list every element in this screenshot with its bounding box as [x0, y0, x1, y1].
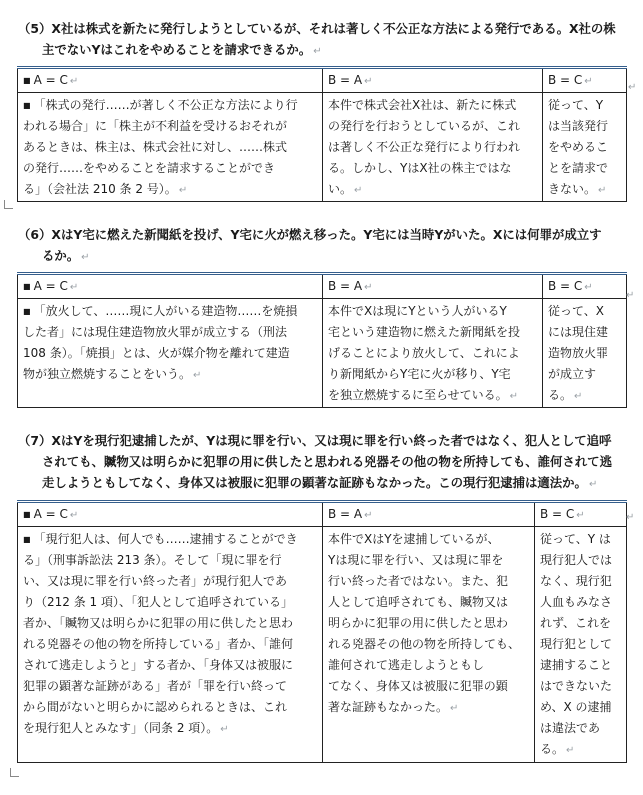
table-6-cell-c: 従って、X には現住建 造物放火罪 が成立す る。 ↵: [543, 299, 627, 408]
table-5-header-a: ■ A = C ↵: [18, 68, 323, 93]
table-6-header-c: B = C ↵: [543, 274, 627, 299]
table-5-header-row: [18, 68, 627, 93]
table-6-cell-a: ■ 「放火して、……現に人がいる建造物……を焼損 した者」には現住建造物放火罪が成立する（刑法 108 条）。「焼損」とは、火が媒介物を離れて建造 物が独立燃焼することをいう。 ↵: [18, 299, 323, 408]
table-7-cell-b: 本件でXはYを逮捕しているが、 Yは現に罪を行い、又は現に罪を 行い終った者ではない。また、犯 人として追呼されても、贓物又は 明らかに犯罪の用に供したと思わ れる兇器その他の物を所持しても、 誰何されて逃走しようともし てなく、身体又は被服に犯罪の顕 著な証跡もなかった。 ↵: [323, 527, 535, 763]
question-7-line-1: （7）XはYを現行犯逮捕したが、Yは現に罪を行い、又は現に罪を行い終った者ではなく、犯人として追呼: [18, 433, 612, 448]
question-6-line-2: るか。: [42, 248, 80, 263]
table-6-header-a: ■ A = C ↵: [18, 274, 323, 299]
question-6: （6）XはY宅に燃えた新聞紙を投げ、Y宅に火が燃え移った。Y宅には当時Yがいた。Xには何罪が成立す るか。 ↵: [18, 224, 630, 268]
table-7-header-b: B = A ↵: [323, 502, 535, 527]
table-7: [17, 500, 627, 763]
question-7: （7）XはYを現行犯逮捕したが、Yは現に罪を行い、又は現に罪を行い終った者ではなく、犯人として追呼 されても、贓物又は明らかに犯罪の用に供したと思われる兇器その他の物を所持しても、誰何されて逃 走しようともしてなく、身体又は被服に犯罪の顕著な証跡もなかった。この現行犯逮捕は適法か。 ↵: [18, 430, 630, 495]
table-5-header-b: B = A ↵: [323, 68, 543, 93]
table-6: [17, 272, 627, 408]
side-return-mark-icon: ↵: [628, 82, 637, 93]
table-5-cell-c: 従って、Y は当該発行 をやめるこ とを請求で きない。 ↵: [543, 93, 627, 202]
table-7-header-row: [18, 502, 627, 527]
side-return-mark-icon-2: ↵: [626, 290, 635, 301]
margin-corner-mark-top: [4, 200, 13, 209]
question-5-line-2: 主でないYはこれをやめることを請求できるか。: [42, 42, 312, 57]
table-5-cell-a: ■ 「株式の発行……が著しく不公正な方法により行 われる場合」に「株主が不利益を受けるおそれが あるときは、株主は、株式会社に対し、……株式 の発行……をやめることを請求することができ る」（会社法 210 条 2 号）。 ↵: [18, 93, 323, 202]
question-5-line-1: （5）X社は株式を新たに発行しようとしているが、それは著しく不公正な方法による発行である。X社の株: [18, 21, 616, 36]
question-7-line-2: されても、贓物又は明らかに犯罪の用に供したと思われる兇器その他の物を所持しても、誰何されて逃: [42, 454, 612, 469]
table-7-header-c: B = C ↵: [535, 502, 627, 527]
question-5: [18, 18, 630, 62]
table-7-row: [18, 527, 627, 763]
side-return-mark-icon-3: ↵: [626, 512, 635, 523]
question-6-line-1: （6）XはY宅に燃えた新聞紙を投げ、Y宅に火が燃え移った。Y宅には当時Yがいた。Xには何罪が成立す: [18, 227, 602, 242]
margin-corner-mark-bottom: [10, 768, 19, 777]
table-5-header-c: B = C ↵: [543, 68, 627, 93]
question-7-line-3: 走しようともしてなく、身体又は被服に犯罪の顕著な証跡もなかった。この現行犯逮捕は適法か。: [42, 475, 587, 490]
table-6-header-row: [18, 274, 627, 299]
table-6-cell-b: 本件でXは現にYという人がいるY 宅という建造物に燃えた新聞紙を投 げることにより放火して、これによ り新聞紙からY宅に火が移り、Y宅 を独立燃焼するに至らせている。 ↵: [323, 299, 543, 408]
table-5-cell-b: 本件で株式会社X社は、新たに株式 の発行を行おうとしているが、これ は著しく不公正な発行により行われ る。しかし、YはX社の株主ではな い。 ↵: [323, 93, 543, 202]
table-7-cell-a: ■ 「現行犯人は、何人でも……逮捕することができ る」（刑事訴訟法 213 条）。そして「現に罪を行 い、又は現に罪を行い終った者」が現行犯人であ り（212 条 1 項）、「犯人として追呼されている」 者か、「贓物又は明らかに犯罪の用に供したと思わ れる兇器その他の物を所持している」者か、「誰何 されて逃走しようと」する者か、「身体又は被服に 犯罪の顕著な証跡がある」者が「罪を行い終って から間がないと明らかに認められるときは、これ を現行犯人とみなす」（同条 2 項）。 ↵: [18, 527, 323, 763]
table-5: [17, 66, 627, 202]
table-7-cell-c: 従って、Y は 現行犯人では なく、現行犯 人血もみなさ れず、これを 現行犯として 逮捕すること はできないた め、X の逮捕 は違法であ る。 ↵: [535, 527, 627, 763]
table-7-header-a: ■ A = C ↵: [18, 502, 323, 527]
table-5-row: [18, 93, 627, 202]
return-mark-icon: ↵: [313, 46, 322, 57]
table-6-row: [18, 299, 627, 408]
table-6-header-b: B = A ↵: [323, 274, 543, 299]
